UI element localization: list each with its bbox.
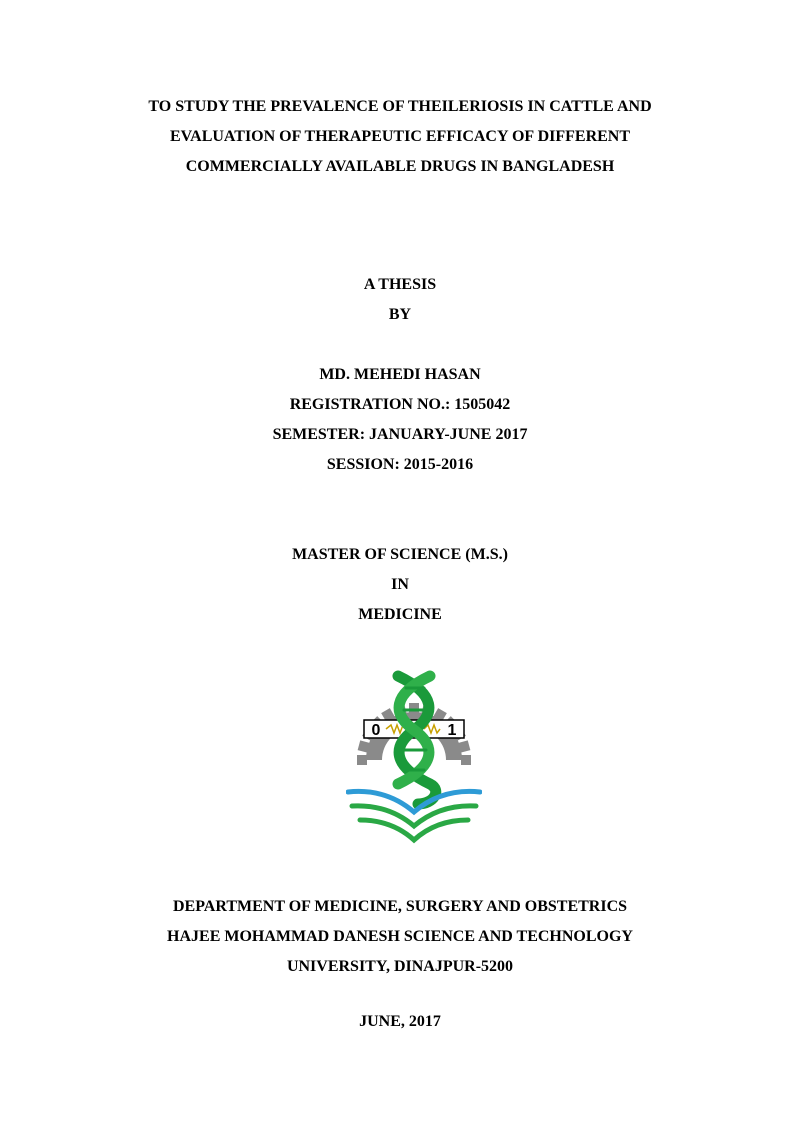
- dna-helix-icon: [398, 676, 436, 804]
- thesis-by: BY: [388, 306, 412, 323]
- university-logo-icon: [346, 664, 482, 844]
- degree-name: MASTER OF SCIENCE (M.S.): [292, 546, 508, 563]
- submission-date: JUNE, 2017: [359, 1013, 441, 1030]
- title-line-1: TO STUDY THE PREVALENCE OF THEILERIOSIS IN CATTLE AND: [148, 98, 652, 115]
- title-line-3: COMMERCIALLY AVAILABLE DRUGS IN BANGLADESH: [185, 158, 615, 175]
- title-line-2: EVALUATION OF THERAPEUTIC EFFICACY OF DIFFERENT: [169, 128, 631, 145]
- semester: SEMESTER: JANUARY-JUNE 2017: [272, 426, 528, 443]
- open-book-icon: [348, 791, 480, 840]
- author-name: MD. MEHEDI HASAN: [319, 366, 481, 383]
- degree-in: IN: [391, 576, 409, 593]
- thesis-label: A THESIS: [363, 276, 437, 293]
- logo-digit-left: 0: [371, 722, 381, 739]
- department-line-1: DEPARTMENT OF MEDICINE, SURGERY AND OBSTETRICS: [172, 898, 628, 915]
- logo-digit-right: 1: [447, 722, 457, 739]
- registration-number: REGISTRATION NO.: 1505042: [289, 396, 511, 413]
- department-line-3: UNIVERSITY, DINAJPUR-5200: [286, 958, 514, 975]
- department-line-2: HAJEE MOHAMMAD DANESH SCIENCE AND TECHNOLOGY: [167, 928, 633, 945]
- degree-subject: MEDICINE: [358, 606, 442, 623]
- session: SESSION: 2015-2016: [326, 456, 474, 473]
